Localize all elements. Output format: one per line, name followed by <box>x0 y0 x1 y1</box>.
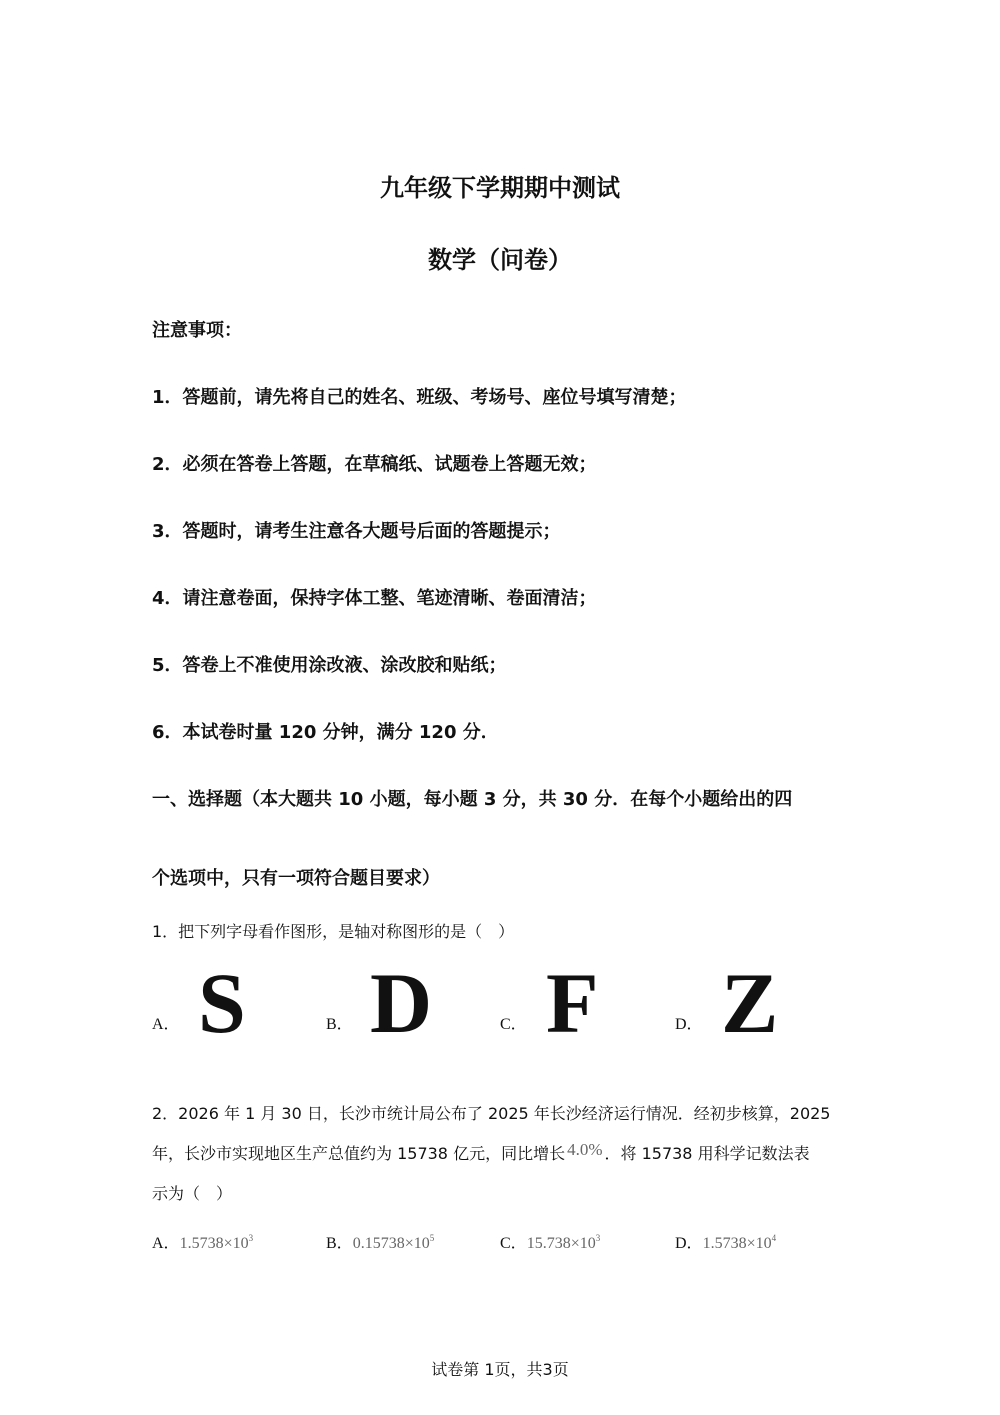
question-2-line2 <box>152 1141 810 1164</box>
q2-option-d-formula: $1.5738\times 10^4$ <box>702 1233 777 1252</box>
notes-heading: 注意事项： <box>152 320 242 341</box>
q1-option-c-label: C． <box>500 1016 527 1033</box>
note-item-5: 5．答卷上不准使用涂改液、涂改胶和贴纸； <box>152 655 507 676</box>
note-item-2: 2．必须在答卷上答题，在草稿纸、试题卷上答题无效； <box>152 454 597 475</box>
q1-option-a-label: A． <box>152 1016 180 1033</box>
q1-option-b-label: B． <box>326 1016 353 1033</box>
note-item-3: 3．答题时，请考生注意各大题号后面的答题提示； <box>152 521 561 542</box>
question-2-line1: 2．2026 年 1 月 30 日，长沙市统计局公布了 2025 年长沙经济运行情况．经初步核算，2025 <box>152 1104 831 1123</box>
question-1-stem: 1．把下列字母看作图形，是轴对称图形的是（ ） <box>152 922 515 941</box>
question-2-line2-text-a: 年，长沙市实现地区生产总值约为 15738 亿元，同比增长 <box>152 1144 566 1163</box>
q2-option-a-formula: $1.5738\times 10^3$ <box>179 1233 254 1252</box>
note-item-4: 4．请注意卷面，保持字体工整、笔迹清晰、卷面清洁； <box>152 588 597 609</box>
letter-z-figure: Z <box>721 955 779 1051</box>
q2-option-b-label: B． <box>326 1235 353 1252</box>
question-2-line3: 示为（ ） <box>152 1184 233 1203</box>
q2-option-b-formula: $0.15738\times 10^5$ <box>352 1233 435 1252</box>
section-heading-line2: 个选项中，只有一项符合题目要求） <box>152 868 440 889</box>
exam-subtitle: 数学（问卷） <box>428 246 572 274</box>
section-heading-line1: 一、选择题（本大题共 10 小题，每小题 3 分，共 30 分．在每个小题给出的四 <box>152 789 793 810</box>
note-item-6: 6．本试卷时量 120 分钟，满分 120 分． <box>152 722 499 743</box>
letter-s-figure: S <box>198 955 246 1051</box>
q2-option-c-formula: $15.738\times 10^3$ <box>526 1233 601 1252</box>
q2-option-a[interactable] <box>152 1230 253 1253</box>
growth-rate-formula: 4.0% <box>567 1140 603 1159</box>
letter-f-figure: F <box>546 955 599 1051</box>
q2-option-c[interactable] <box>500 1230 600 1253</box>
q2-option-d[interactable] <box>675 1230 776 1253</box>
question-1-options <box>152 955 852 1051</box>
note-item-1: 1．答题前，请先将自己的姓名、班级、考场号、座位号填写清楚； <box>152 387 687 408</box>
question-2-options <box>152 1230 852 1260</box>
q2-option-c-label: C． <box>500 1235 527 1252</box>
exam-title: 九年级下学期期中测试 <box>380 174 620 202</box>
q2-option-d-label: D． <box>675 1235 703 1252</box>
page-footer: 试卷第 1页，共3页 <box>431 1360 569 1379</box>
question-2-line2-text-b: ．将 15738 用科学记数法表 <box>604 1144 810 1163</box>
q2-option-b[interactable] <box>326 1230 434 1253</box>
q2-option-a-label: A． <box>152 1235 180 1252</box>
letter-d-figure: D <box>370 955 433 1051</box>
q1-option-d-label: D． <box>675 1016 703 1033</box>
